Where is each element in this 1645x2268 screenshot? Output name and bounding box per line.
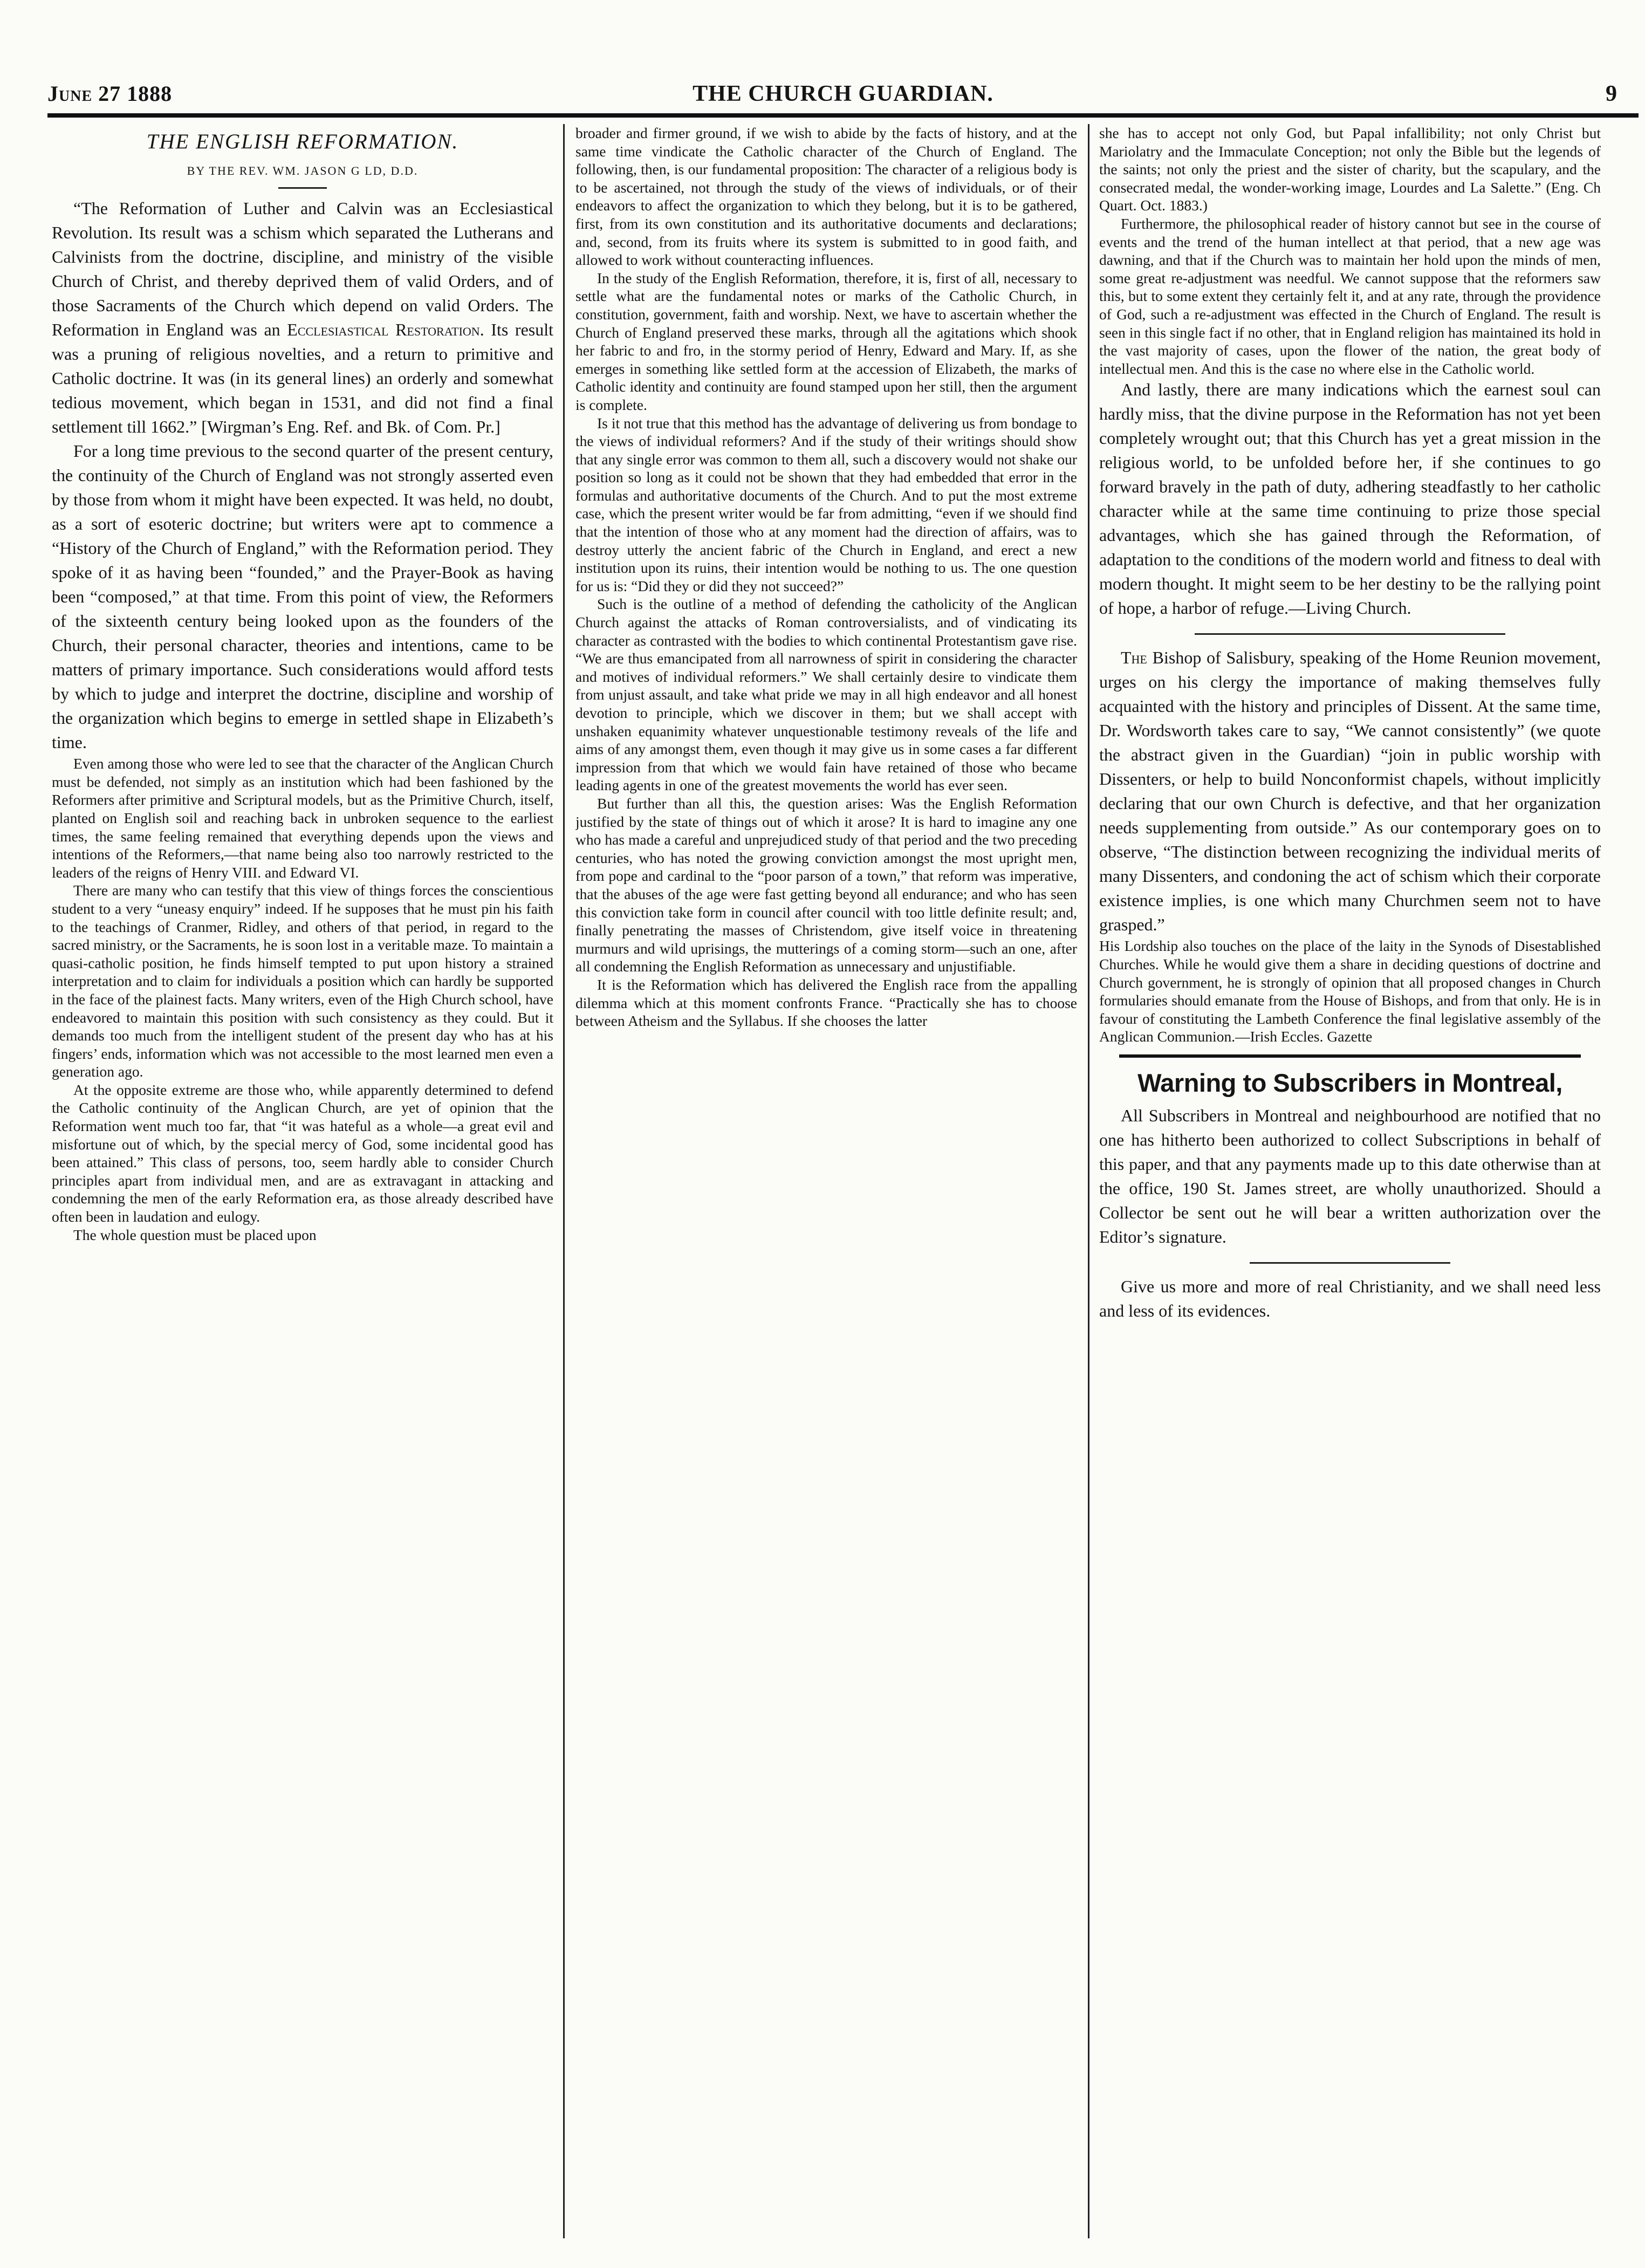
opening-quote-tail: Its result was a pruning of religious novelties, and a return to primitive and Catholic doctrine. It was (in its general lines) an orderly and somewhat tedious movement, which began in 1531, and did not find a final settlement till 1662.” [Wirgman’s Eng. Ref. and Bk. of Com. Pr.] [52, 320, 553, 437]
opening-quote [52, 196, 553, 439]
notice-heading: Warning to Subscribers in Montreal, [1137, 1068, 1562, 1097]
newspaper-title: THE CHURCH GUARDIAN. [693, 81, 993, 106]
salisbury-paragraph [1099, 646, 1601, 937]
paragraph: Furthermore, the philosophical reader of history cannot but see in the course of events and the trend of the human intellect at that period, that a new age was dawning, and that if the Church was to maintain her hold upon the minds of men, some great re-adjustment was needful. We cannot suppose that the reformers saw this, but to some extent they certainly felt it, and at any rate, through the providence of God, such a re-adjustment was effected in the Church of England. The result is seen in this single fact if no other, that in England religion has maintained its hold in the vast majority of cases, upon the flower of the nation, the great body of intellectual men. And this is the case no where else in the Catholic world. [1099, 215, 1601, 377]
paragraph: Such is the outline of a method of defending the catholicity of the Anglican Church against the attacks of Roman controversialists, and of vindicating its character as contrasted with the bodies to which continental Protestantism gave rise. “We are thus emancipated from all narrowness of spirit in considering the character and motives of individual reformers.” We shall certainly desire to vindicate them from unjust assault, and take what pride we may in all high endeavor and all honest devotion to principle, which we discover in them; but we shall accept with unshaken equanimity whatever unquestionable testimony reveals of the life and aims of any amongst them, even though it may give us in some cases a far different impression from that which we would fain have retained of those who became leading agents in one of the greatest movements the world has ever seen. [575, 595, 1077, 794]
paragraph: At the opposite extreme are those who, while apparently determined to defend the Catholic continuity of the Anglican Church, are yet of opinion that the Reformation went much too far, that “it was hateful as a whole—a great evil and misfortune out of which, by the special mercy of God, some incidental good has been attained.” This class of persons, too, seem hardly able to consider Church principles apart from individual men, and are as extravagant in attacking and condemning the men of the early Reformation era, as those already described have often been in laudation and eulogy. [52, 1081, 553, 1225]
paragraph: she has to accept not only God, but Papal infallibility; not only Christ but Mariolatry and the Immaculate Conception; not only the Bible but the legends of the saints; not only the priest and the sister of charity, but the scapulary, and the consecrated medal, the wonder-working image, Lourdes and La Salette.” (Eng. Ch Quart. Oct. 1883.) [1099, 125, 1601, 214]
closing-line: Give us more and more of real Christianity, and we shall need less and less of its evidences. [1099, 1277, 1601, 1321]
paragraph: The whole question must be placed upon [73, 1226, 317, 1243]
paragraph: In the study of the English Reformation, therefore, it is, first of all, necessary to settle what are the fundamental notes or marks of the Catholic Church, in constitution, government, faith and worship. Next, we have to ascertain whether the Church of England preserved these marks, through all the agitations which shook her fabric to and fro, in the stormy period of Henry, Edward and Mary. If, as she emerges in something like settled form at the accession of Elizabeth, the marks of Catholic identity and continuity are found stamped upon her still, then the argument is complete. [575, 269, 1077, 413]
notice-divider [1250, 1262, 1450, 1264]
issue-date: June 27 1888 [47, 81, 173, 106]
notice-body: All Subscribers in Montreal and neighbourhood are notified that no one has hitherto been authorized to collect Subscriptions in behalf of this paper, and that any payments made up to this date otherwise than at the office, 190 St. James street, are wholly unauthorized. Should a Collector be sent out he will bear a written authorization over the Editor’s signature. [1099, 1106, 1601, 1247]
paragraph: Is it not true that this method has the advantage of delivering us from bondage to the views of individual reformers? And if the study of their writings should show that any single error was common to them all, such a discovery would not shake our position so long as it could not be shown that they had embedded that error in the formulas and authoritative documents of the Church. And to put the most extreme case, which the present writer would be far from admitting, “even if we should find that the intention of those who at any moment had the direction of affairs, was to destroy utterly the ancient fabric of the Church in England, and erect a new institution upon its ruins, their intention would be nothing to us. The one question for us is: “Did they or did they not succeed?” [575, 414, 1077, 594]
paragraph: But further than all this, the question arises: Was the English Reformation justified by the state of things out of which it arose? It is hard to imagine any one who has made a careful and unprejudiced study of that period and the two preceding centuries, who has noted the growing conviction amongst the most upright men, from pope and cardinal to the “poor parson of a town,” that reform was imperative, that the abuses of the age were fast getting beyond all endurance; and who has seen this conviction take form in council after council with too little definite result; and, finally penetrating the masses of Christendom, give itself voice in threatening murmurs and wild uprisings, the mutterings of a coming storm—such an one, after all condemning the English Reformation as unnecessary and unjustifiable. [575, 794, 1077, 975]
column-2 [575, 124, 1077, 2238]
article-byline: BY THE REV. WM. JASON G LD, D.D. [187, 163, 419, 177]
paragraph: There are many who can testify that this view of things forces the conscientious student to a very “uneasy enquiry” indeed. If he supposes that he must pin his faith to the teachings of Cranmer, Ridley, and others of that period, in regard to the sacred ministry, or the Sacraments, he is soon lost in a veritable maze. To maintain a quasi-catholic position, he finds himself tempted to put upon history a strained interpretation and to claim for individuals a position which can hardly be supported in the face of the plainest facts. Many writers, even of the High Church school, have endeavored to maintain this position with such consistency as they could. But it demands too much from the intelligent student of the present day who has at his fingers’ ends, information which was not accessible to the most learned men even a generation ago. [52, 882, 553, 1080]
salisbury-tail: His Lordship also touches on the place of the laity in the Synods of Disestablished Churches. While he would give them a share in deciding questions of doctrine and Church government, he is strongly of opinion that all proposed changes in Church formularies should emanate from the House of Bishops, and from that only. He is in favour of constituting the Lambeth Conference the final legislative assembly of the Anglican Communion.—Irish Eccles. Gazette [1099, 937, 1601, 1045]
column-3 [1099, 124, 1601, 2238]
column-rule-2 [1088, 124, 1089, 2238]
byline-rule [278, 187, 327, 189]
column-rule-1 [563, 124, 565, 2238]
paragraph: For a long time previous to the second quarter of the present century, the continuity of the Church of England was not strongly asserted even by those from whom it might have been expected. It was held, no doubt, as a sort of esoteric doctrine; but writers were apt to commence a “History of the Church of England,” with the Reformation period. They spoke of it as having been “founded,” and the Prayer-Book as having been “composed,” at that time. From this point of view, the Reformers of the sixteenth century being looked upon as the founders of the Church, their personal character, theories and intentions, came to be matters of primary importance. Such considerations would afford tests by which to judge and interpret the doctrine, discipline and worship of the organization which begins to emerge in settled shape in Elizabeth’s time. [52, 441, 553, 752]
paragraph: It is the Reformation which has delivered the English race from the appalling dilemma which at this moment confronts France. “Practically she has to choose between Atheism and the Syllabus. If she chooses the latter [575, 976, 1077, 1030]
masthead [47, 81, 1639, 118]
section-divider [1195, 633, 1506, 635]
page-number: 9 [1606, 81, 1617, 106]
article-title: THE ENGLISH REFORMATION. [146, 130, 459, 153]
paragraph: Even among those who were led to see that the character of the Anglican Church must be defended, not simply as an institution which had been fashioned by the Reformers after primitive and Scriptural models, but as the Primitive Church, itself, planted on English soil and reaching back in unbroken sequence to the earliest times, the same feeling remained that everything depends upon the views and intentions of the Reformers,—that name being also too narrowly restricted to the leaders of the reigns of Henry VIII. and Edward VI. [52, 755, 553, 881]
paragraph: And lastly, there are many indications which the earnest soul can hardly miss, that the divine purpose in the Reformation has not yet been completely wrought out; that this Church has yet a great mission in the religious world, to be unfolded before her, if she continues to go forward bravely in the path of duty, adhering steadfastly to her catholic character while at the same time continuing to prize those special advantages, which she has gained through the Reformation, of adaptation to the conditions of the modern world and fitness to deal with modern thought. It might seem to be her destiny to be the rallying point of hope, a harbor of refuge.—Living Church. [1099, 380, 1601, 618]
salisbury-lead-text: Bishop of Salisbury, speaking of the Home Reunion movement, urges on his clergy the importance of making themselves fully acquainted with the history and principles of Dissent. At the same time, Dr. Wordsworth takes care to say, “We cannot consistently” (we quote the abstract given in the Guardian) “join in public worship with Dissenters, or help to build Nonconformist chapels, without implicitly declaring that our own Church is defective, and that her organization needs supplementing from outside.” As our contemporary goes on to observe, “The distinction between recognizing the individual merits of many Dissenters, and condoning the act of schism which their corporate existence implies, is one which many Churchmen seem not to have grasped.” [1099, 648, 1601, 935]
column-1 [52, 124, 553, 2238]
notice-rule [1119, 1054, 1581, 1058]
opening-quote-text: “The Reformation of Luther and Calvin was an Ecclesiastical Revolution. Its result was a schism which separated the Lutherans and Calvinists from the doctrine, discipline, and ministry of the visible Church of Christ, and thereby deprived them of valid Orders, and of those Sacraments of the Church which depend on valid Orders. The Reformation in England was an [52, 198, 553, 340]
salisbury-lead-smallcaps: The [1121, 648, 1147, 668]
opening-quote-smallcaps: Ecclesiastical Restoration. [287, 320, 484, 340]
paragraph: broader and firmer ground, if we wish to abide by the facts of history, and at the same time vindicate the Catholic character of the Church of England. The following, then, is our fundamental proposition: The character of a religious body is to be ascertained, not through the study of the views of individuals, or of their endeavors to affect the organization to which they belong, but it is to be gathered, first, from its own constitution and its authoritative documents and declarations; and, second, from its fruits where its system is submitted to in good faith, and allowed to work without counteracting influences. [575, 125, 1077, 269]
